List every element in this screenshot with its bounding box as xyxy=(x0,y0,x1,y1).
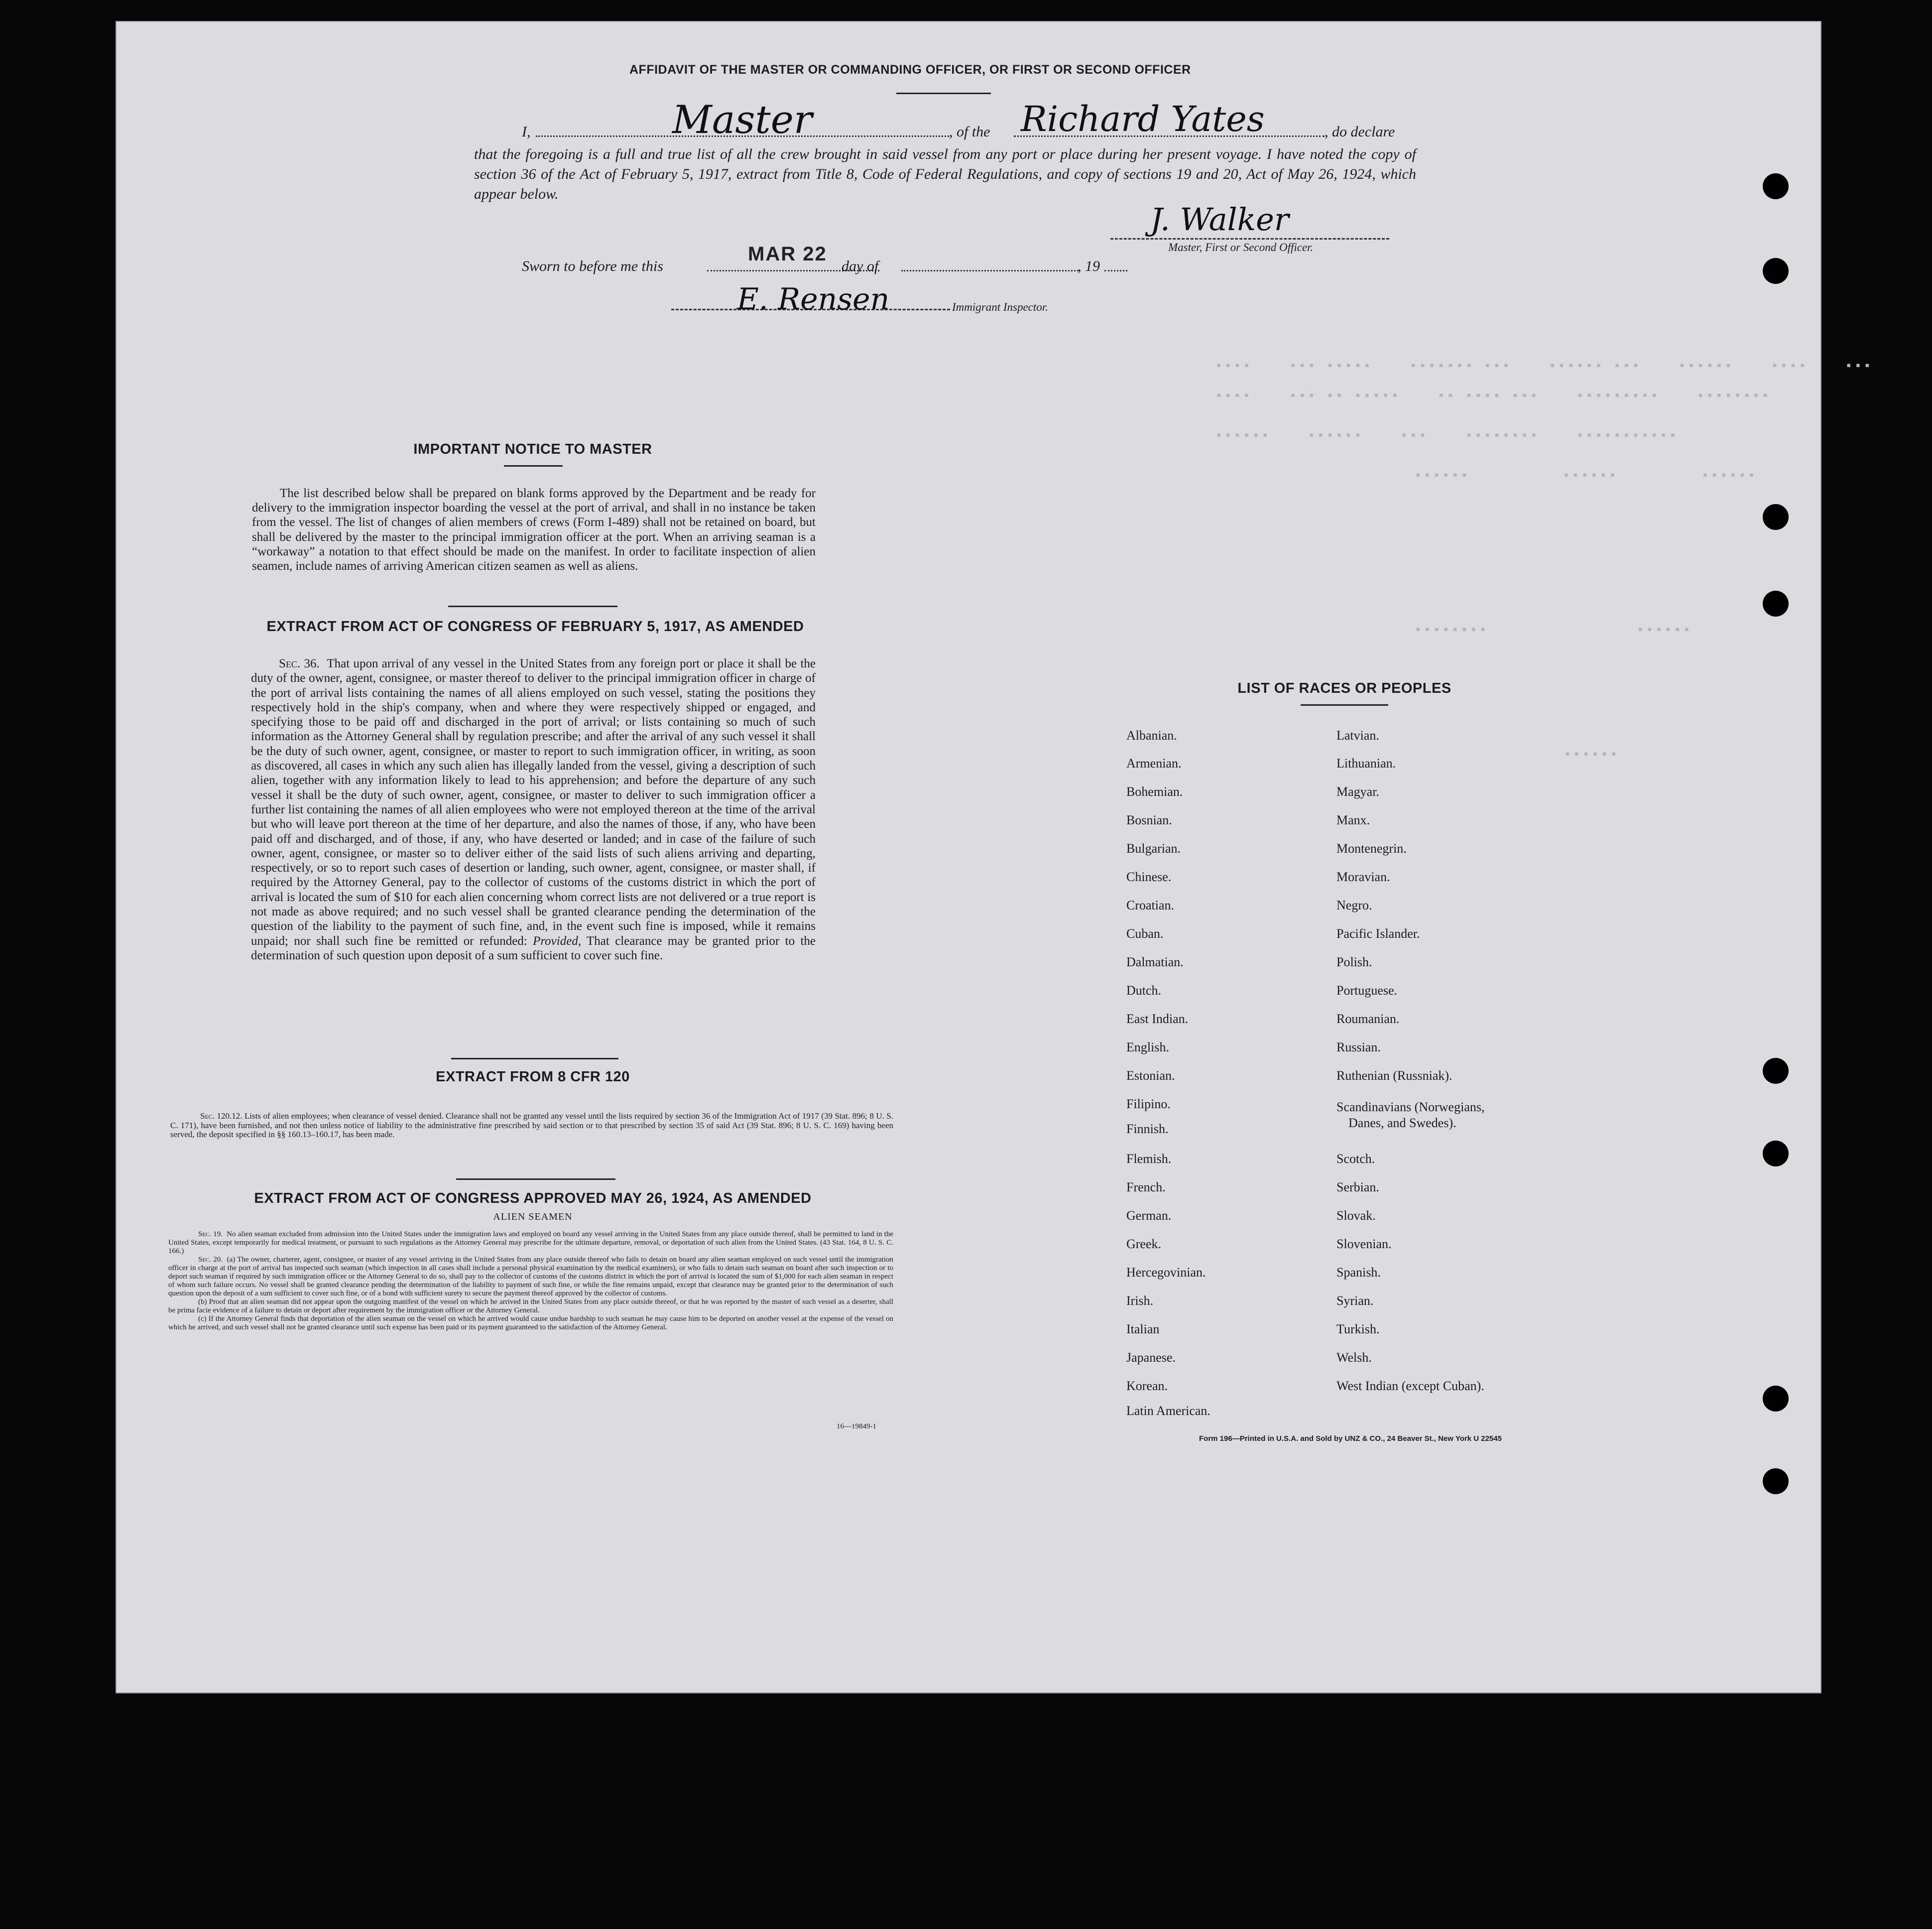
punch-hole xyxy=(1763,258,1789,284)
race-item: Montenegrin. xyxy=(1336,841,1407,856)
race-item: West Indian (except Cuban). xyxy=(1336,1379,1484,1393)
sec-20-label: Sec. 20. xyxy=(198,1256,223,1264)
race-item: Croatian. xyxy=(1126,898,1175,912)
declarant-label: I, xyxy=(522,124,531,140)
race-item: Serbian. xyxy=(1336,1180,1379,1194)
race-item: Moravian. xyxy=(1336,870,1390,884)
race-item: Latin American. xyxy=(1126,1404,1210,1418)
sec-120-label: Sec. 120.12. xyxy=(200,1111,242,1121)
extract-1924-heading: EXTRACT FROM ACT OF CONGRESS APPROVED MAY 26, 1924, AS AMENDED xyxy=(254,1190,812,1206)
race-item: Scandinavians (Norwegians, xyxy=(1336,1100,1485,1114)
race-item: Welsh. xyxy=(1336,1350,1372,1365)
of-the-label: , of the xyxy=(949,124,990,140)
sec-20a-paragraph xyxy=(168,1256,893,1298)
race-item: Pacific Islander. xyxy=(1336,926,1420,941)
year-label: , 19 xyxy=(1078,258,1100,274)
punch-hole xyxy=(1763,1141,1789,1166)
sec-19-text: No alien seaman excluded from admission into the United States under the immigration laws and employed on board any vessel arriving in the United States from any place outside thereof, shall be permitted to land in the United States, except temporarily for medical treatment, or pursuant to such regulations as the Attorney General may prescribe for the ultimate departure, removal, or deportation of such alien from the United States. (43 Stat. 164, 8 U. S. C. 166.) xyxy=(168,1230,893,1255)
race-item: Greek. xyxy=(1126,1237,1162,1251)
race-item: Bohemian. xyxy=(1126,784,1183,799)
race-item: Scotch. xyxy=(1336,1152,1375,1166)
punch-hole xyxy=(1763,504,1789,530)
bleed-through-text: ▪▪▪▪▪▪ xyxy=(1564,747,1619,762)
race-item: Japanese. xyxy=(1126,1350,1176,1365)
race-item: Turkish. xyxy=(1336,1322,1380,1336)
notice-divider xyxy=(504,465,563,467)
race-item: Polish. xyxy=(1336,955,1372,969)
sworn-year-line xyxy=(1104,270,1127,271)
punch-hole xyxy=(1763,173,1789,199)
race-item: Filipino. xyxy=(1126,1097,1171,1111)
date-stamp: MAR 22 xyxy=(748,243,827,265)
provided-label: Provided, xyxy=(533,934,582,948)
race-item: Portuguese. xyxy=(1336,983,1398,998)
race-item: Russian. xyxy=(1336,1040,1381,1054)
races-heading: LIST OF RACES OR PEOPLES xyxy=(1237,680,1451,696)
form-footer: Form 196—Printed in U.S.A. and Sold by UNZ & CO., 24 Beaver St., New York U 22545 xyxy=(1199,1434,1502,1443)
affidavit-heading: AFFIDAVIT OF THE MASTER OR COMMANDING OFFICER, OR FIRST OR SECOND OFFICER xyxy=(629,63,1191,77)
declaration-text: that the foregoing is a full and true list of all the crew brought in said vessel from any port or place during her present voyage. I have noted the copy of section 36 of the Act of February 5, 1917, extract from Title 8, Code of Federal Regulations, and copy of sections 19 and 20, Act of May 26, 1924, which appear below. xyxy=(474,146,1416,202)
alien-seamen-subheading: ALIEN SEAMEN xyxy=(493,1211,573,1222)
sworn-month-line xyxy=(901,270,1079,271)
race-item: Spanish. xyxy=(1336,1265,1381,1280)
sec-19-paragraph xyxy=(168,1230,893,1256)
section-divider xyxy=(448,606,617,607)
cfr-heading: EXTRACT FROM 8 CFR 120 xyxy=(436,1069,630,1085)
heading-divider xyxy=(896,93,991,94)
race-item: Bulgarian. xyxy=(1126,841,1181,856)
races-divider xyxy=(1301,704,1388,706)
race-item: Latvian. xyxy=(1336,728,1379,743)
race-item: Dutch. xyxy=(1126,983,1162,998)
race-item: Albanian. xyxy=(1126,728,1177,743)
sec-20b-paragraph: (b) Proof that an alien seaman did not appear upon the outgoing manifest of the vessel on which he arrived in the United States from any place outside thereof, or that he was reported by the master of such vessel as a deserter, shall be prima facie evidence of a failure to detain or deport after requirement by the immigration officer or the Attorney General. xyxy=(168,1298,893,1314)
punch-hole xyxy=(1763,1058,1789,1084)
race-item: Armenian. xyxy=(1126,756,1182,771)
race-item: French. xyxy=(1126,1180,1166,1194)
race-item: Lithuanian. xyxy=(1336,756,1396,771)
race-item: Syrian. xyxy=(1336,1293,1374,1308)
do-declare-label: , do declare xyxy=(1325,124,1395,140)
section-divider xyxy=(451,1058,618,1059)
punch-hole xyxy=(1763,1386,1789,1412)
extract-1917-heading: EXTRACT FROM ACT OF CONGRESS OF FEBRUARY 5, 1917, AS AMENDED xyxy=(266,619,804,635)
race-item: Cuban. xyxy=(1126,926,1164,941)
extract-1917-body xyxy=(251,656,816,963)
inspector-signature: E. Rensen xyxy=(737,282,890,317)
signature-line xyxy=(1110,238,1389,240)
extract-1924-body xyxy=(168,1230,893,1332)
race-item: German. xyxy=(1126,1208,1172,1223)
sec-120-text: Lists of alien employees; when clearance of vessel denied. Clearance shall not be granted any vessel until the lists required by section 36 of the Immigration Act of 1917 (39 Stat. 896; 8 U. S. C. 171), have been furnished, and not then unless notice of liability to the administrative fine prescribed by said section or to that prescribed by section 35 of said Act (39 Stat. 896; 8 U. S. C. 169) having been served, the deposit specified in §§ 160.13–160.17, has been made. xyxy=(170,1111,894,1139)
sworn-label: Sworn to before me this xyxy=(522,258,663,274)
race-item: Korean. xyxy=(1126,1379,1168,1393)
officer-signature: J. Walker xyxy=(1150,201,1289,238)
form-code: 16—19849-1 xyxy=(837,1422,876,1430)
bleed-through-text: ▪▪▪▪▪▪ ▪▪▪▪▪▪ ▪▪▪ ▪▪▪▪▪▪▪▪ ▪▪▪▪▪▪▪▪▪▪▪ xyxy=(1215,428,1679,443)
sec-19-label: Sec. 19. xyxy=(198,1230,223,1238)
inspector-caption: Immigrant Inspector. xyxy=(952,301,1048,313)
race-item: Bosnian. xyxy=(1126,813,1172,827)
race-item: Irish. xyxy=(1126,1293,1154,1308)
section-divider xyxy=(456,1178,615,1180)
race-item: Danes, and Swedes). xyxy=(1348,1116,1456,1130)
notice-heading: IMPORTANT NOTICE TO MASTER xyxy=(413,441,652,457)
bleed-through-text: ▪▪▪▪ ▪▪▪ ▪▪ ▪▪▪▪▪ ▪▪ ▪▪▪▪ ▪▪▪ ▪▪▪▪▪▪▪▪▪ ▪▪▪▪▪▪▪▪ xyxy=(1215,388,1771,403)
bleed-through-text: ▪▪▪▪▪▪ ▪▪▪▪▪▪ ▪▪▪▪▪▪ xyxy=(1414,468,1757,483)
race-item: Flemish. xyxy=(1126,1152,1172,1166)
signature-caption: Master, First or Second Officer. xyxy=(1168,241,1314,254)
vessel-handwriting: Richard Yates xyxy=(1021,99,1265,139)
day-of-label: day of xyxy=(842,258,879,274)
bleed-through-text: ▪▪▪▪▪▪▪▪ ▪▪▪▪▪▪ xyxy=(1414,623,1692,638)
sec-36-text-end: That clearance may be granted prior to the determination of such question upon deposit of a sum sufficient to cover such fine. xyxy=(251,934,816,962)
race-item: Estonian. xyxy=(1126,1068,1175,1083)
sec-20c-paragraph: (c) If the Attorney General finds that deportation of the alien seaman on the vessel on which he arrived would cause undue hardship to such seaman he may cause him to be deported on another vessel at the expense of the vessel on which he arrived, and such vessel shall not be granted clearance until such expense has been paid or its payment guaranteed to the satisfaction of the Attorney General. xyxy=(168,1315,893,1331)
race-item: Roumanian. xyxy=(1336,1012,1400,1026)
race-item: Chinese. xyxy=(1126,870,1172,884)
punch-hole xyxy=(1763,1468,1789,1494)
race-item: Magyar. xyxy=(1336,784,1379,799)
race-item: Slovak. xyxy=(1336,1208,1376,1223)
notice-body: The list described below shall be prepared on blank forms approved by the Department and be ready for delivery to the immigration inspector boarding the vessel at the port of arrival, and shall in no instance be taken from the vessel. The list of changes of alien members of crews (Form I-489) shall not be retained on board, but shall be delivered by the master to the principal immigration officer at the port. When an arriving seaman is a “workaway” a notation to that effect should be made on the manifest. In order to facilitate inspection of alien seamen, include names of arriving American citizen seamen as well as aliens. xyxy=(252,487,816,573)
cfr-body xyxy=(170,1112,893,1140)
punch-hole xyxy=(1763,591,1789,617)
race-item: Slovenian. xyxy=(1336,1237,1392,1251)
race-item: Manx. xyxy=(1336,813,1370,827)
race-item: Finnish. xyxy=(1126,1122,1169,1136)
bleed-through-text: ▪▪▪▪ ▪▪▪ ▪▪▪▪▪ ▪▪▪▪▪▪▪ ▪▪▪ ▪▪▪▪▪▪ ▪▪▪ ▪▪▪▪▪▪ ▪▪▪▪ ▪▪▪ xyxy=(1215,359,1873,374)
race-item: Dalmatian. xyxy=(1126,955,1184,969)
race-item: Hercegovinian. xyxy=(1126,1265,1206,1280)
race-item: English. xyxy=(1126,1040,1169,1054)
race-item: Italian xyxy=(1126,1322,1160,1336)
declarant-handwriting: Master xyxy=(672,98,813,142)
sec-20a-text: (a) The owner, charterer, agent, consignee, or master of any vessel arriving in the United States from any place outside thereof who fails to detain on board any alien seaman employed on such vessel until the immigration officer in charge at the port of arrival has inspected such seaman (which inspection in all cases shall include a personal physical examination by the medical examiners), or who fails to detain such seaman on board after such inspection or to deport such seaman if required by such immigration officer or the Attorney General to do so, shall pay to the collector of customs of the customs district in which the port of arrival is located the sum of $1,000 for each alien seaman in respect of whom such failure occurs. No vessel shall be granted clearance pending the determination of the liability to payment of such fine, or while the fine remains unpaid, except that clearance may be granted prior to the determination of such question upon the deposit of a sum sufficient to cover such fine, or of a bond with sufficient surety to secure the payment thereof approved by the collector of customs. xyxy=(168,1256,894,1297)
race-item: East Indian. xyxy=(1126,1012,1189,1026)
sec-36-text: That upon arrival of any vessel in the United States from any foreign port or place it shall be the duty of the owner, agent, consignee, or master thereof to deliver to the principal immigration officer in charge of the port of arrival lists containing the names of all aliens employed on such vessel, stating the positions they respectively hold in the ship's company, when and where they were respectively shipped or engaged, and specifying those to be paid off and discharged in the port of arrival; or lists containing so much of such information as the Attorney General shall by regulation prescribe; and after the arrival of any such vessel it shall be the duty of such owner, agent, consignee, or master to report to such immigration officer, in writing, as soon as discovered, all cases in which any such alien has illegally landed from the vessel, giving a description of such alien, together with any information likely to lead to his apprehension; and before the departure of any such vessel it shall be the duty of such owner, agent, consignee, or master to deliver to such immigration officer a further list containing the names of all alien employees who were not employed thereon at the time of the arrival but who will leave port thereon at the time of her departure, and also the names of those, if any, who have been paid off and discharged, and of those, if any, who have deserted or landed; and in case of the failure of such owner, agent, consignee, or master so to deliver either of the said lists of such aliens arriving and departing, respectively, or so to report such cases of desertion or landing, such owner, agent, consignee, or master shall, if required by the Attorney General, pay to the collector of customs of the customs district in which the port of arrival is located the sum of $10 for each alien concerning whom correct lists are not delivered or a true report is not made as above required; and no such vessel shall be granted clearance pending the determination of the question of the liability to the payment of such fine, and, in the event such fine is imposed, while it remains unpaid; nor shall such fine be remitted or refunded: xyxy=(251,657,816,948)
race-item: Ruthenian (Russniak). xyxy=(1336,1068,1452,1083)
sec-36-label: Sec. 36. xyxy=(279,657,320,670)
race-item: Negro. xyxy=(1336,898,1372,912)
